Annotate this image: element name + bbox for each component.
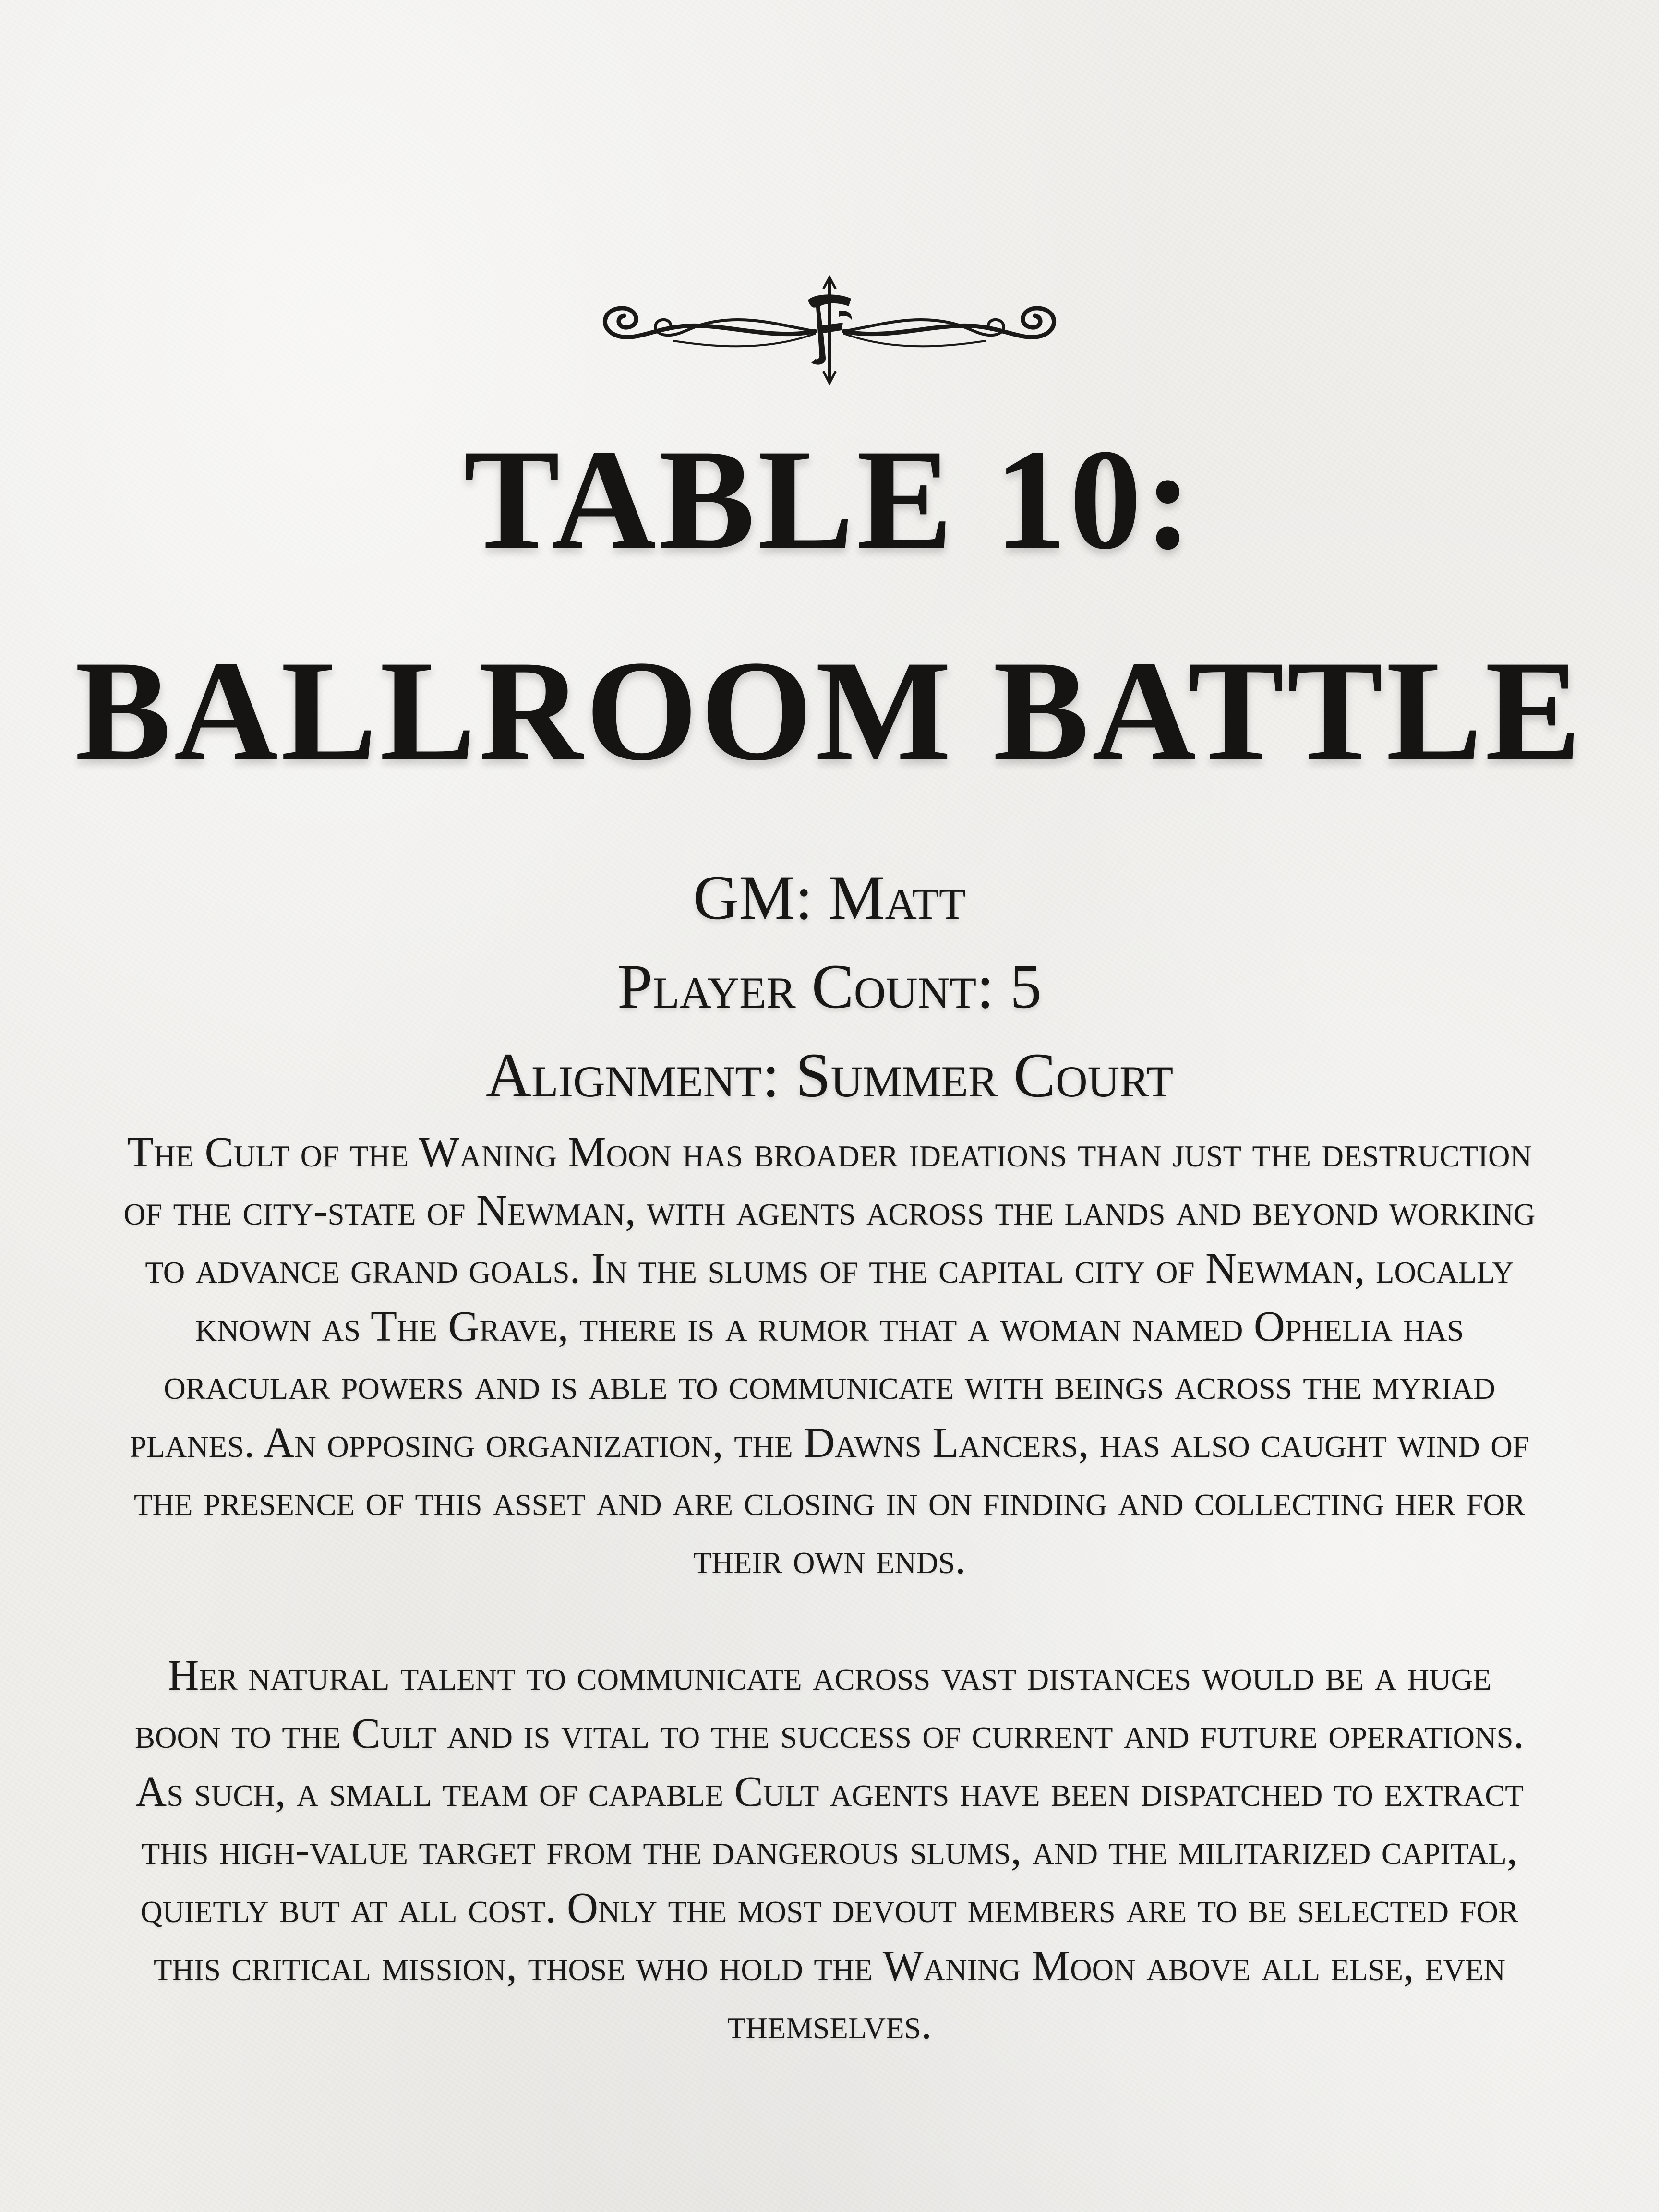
player-count-label: Player Count: 5 <box>617 951 1042 1022</box>
page-title-line-2: BALLROOM BATTLE <box>75 631 1584 790</box>
alignment-label: Alignment: Summer Court <box>485 1040 1174 1110</box>
page-title-line-1: TABLE 10: <box>464 420 1195 579</box>
flourish-divider-icon <box>589 269 1070 389</box>
description-paragraph-1: The Cult of the Waning Moon has broader ideations than just the destruction of the city-state of Newman, with agents across the lands and beyond working to advance grand goals. In the slums of the capital city of Newman, locally known as The Grave, there is a rumor that a woman named Ophelia has oracular powers and is able to communicate with beings across the myriad planes. An opposing organization, the Dawns Lancers, has also caught wind of the presence of this asset and are closing in on finding and collecting her for their own ends. <box>123 1129 1536 1583</box>
description-paragraph-2: Her natural talent to communicate across vast distances would be a huge boon to the Cult and is vital to the success of current and future operations. As such, a small team of capable Cult agents have been dispatched to extract this high-value target from the dangerous slums, and the militarized capital, quietly but at all cost. Only the most devout members are to be selected for this critical mission, those who hold the Waning Moon above all else, even themselves. <box>135 1652 1524 2048</box>
gm-label: GM: Matt <box>693 862 966 933</box>
